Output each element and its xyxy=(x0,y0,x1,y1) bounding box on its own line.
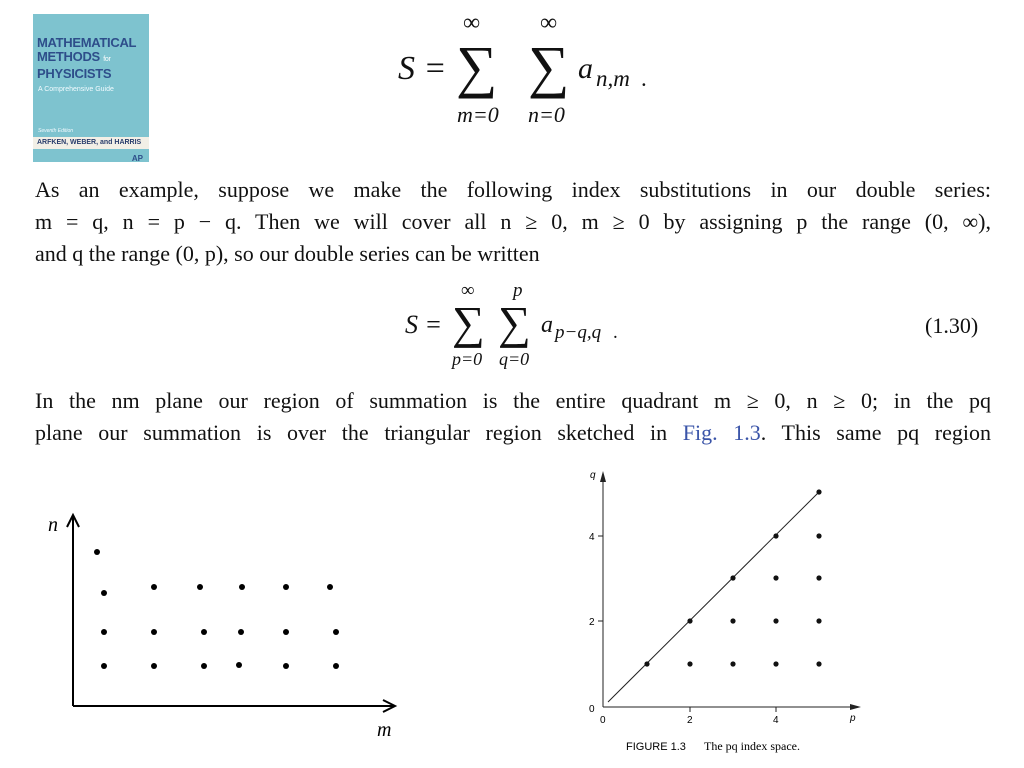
equation-2-sum2-sign: ∑ xyxy=(498,297,531,348)
pq-point xyxy=(773,618,778,623)
pq-point xyxy=(773,661,778,666)
equation-1-sum1-sign: ∑ xyxy=(456,34,498,99)
equation-2-sum1-lower: p=0 xyxy=(452,349,483,369)
y-tick-label-0: 0 xyxy=(589,704,595,715)
equation-2-sum1-upper: ∞ xyxy=(461,280,475,301)
paragraph-1-line-2: m = q, n = p − q. Then we will cover all n ≥ 0, m ≥ 0 by assigning p the range (0, ∞), xyxy=(35,209,991,234)
equation-1-sum2-upper: ∞ xyxy=(540,10,558,36)
equation-2-sum1-sign: ∑ xyxy=(452,297,485,348)
pq-point xyxy=(816,618,821,623)
pq-point xyxy=(687,661,692,666)
paragraph-2-line-2-start: plane our summation is over the triangular region sketched in xyxy=(35,420,668,445)
nm-point xyxy=(94,549,100,555)
pq-point xyxy=(730,618,735,623)
paragraph-2-line-1: In the nm plane our region of summation is the entire quadrant m ≥ 0, n ≥ 0; in the pq xyxy=(35,388,991,413)
diagonal-line-q-equals-p xyxy=(608,492,819,702)
paragraph-1-line-3: and q the range (0, p), so our double series can be written xyxy=(35,241,540,266)
pq-point xyxy=(773,575,778,580)
cover-title xyxy=(37,36,149,81)
cover-subtitle: A Comprehensive Guide xyxy=(38,86,114,93)
pq-point xyxy=(816,575,821,580)
figure-1-3-link[interactable]: Fig. 1.3 xyxy=(682,420,761,445)
equation-2-term: a xyxy=(541,312,553,338)
equation-2-lhs: S = xyxy=(405,310,443,339)
nm-point xyxy=(201,663,207,669)
equation-1-term-subscript: n,m xyxy=(596,66,630,91)
figure-1-3-pq-plot xyxy=(580,462,880,762)
nm-plane-plot xyxy=(40,505,410,750)
x-tick-label-0: 0 xyxy=(600,715,606,726)
nm-point xyxy=(327,584,333,590)
cover-title-line3: PHYSICISTS xyxy=(37,66,112,81)
cover-publisher-logo: AP xyxy=(131,154,143,162)
paragraph-2-line-2-end: . This same pq region xyxy=(760,420,992,445)
paragraph-1-line-1: As an example, suppose we make the following index substitutions in our double series: xyxy=(35,177,991,202)
equation-1-sum1-upper: ∞ xyxy=(463,10,481,36)
nm-point xyxy=(333,663,339,669)
cover-title-line2: METHODS xyxy=(37,49,100,64)
n-axis-label: n xyxy=(48,514,58,536)
equation-1-lhs: S = xyxy=(398,50,447,87)
pq-point xyxy=(816,533,821,538)
equation-1-period: . xyxy=(641,66,647,91)
pq-point xyxy=(730,661,735,666)
equation-2-period: . xyxy=(613,322,618,343)
equation-1-sum2-lower: n=0 xyxy=(528,102,565,127)
p-axis-arrow xyxy=(850,704,861,710)
nm-point xyxy=(236,662,242,668)
nm-point xyxy=(101,663,107,669)
pq-point xyxy=(773,533,778,538)
nm-point xyxy=(239,584,245,590)
nm-point xyxy=(151,584,157,590)
cover-edition: Seventh Edition xyxy=(38,128,74,134)
x-tick-label-2: 2 xyxy=(687,715,693,726)
q-axis-arrow xyxy=(600,471,606,482)
figure-1-3-caption-text: The pq index space. xyxy=(704,739,800,753)
nm-points xyxy=(94,549,339,669)
nm-point xyxy=(151,663,157,669)
equation-2-sum2-upper: p xyxy=(513,280,523,301)
cover-authors: ARFKEN, WEBER, and HARRIS xyxy=(37,139,142,146)
y-tick-label-4: 4 xyxy=(589,532,595,543)
cover-title-for: for xyxy=(103,56,111,63)
nm-point xyxy=(151,629,157,635)
equation-1-sum2-sign: ∑ xyxy=(528,34,570,99)
book-cover-image xyxy=(33,14,149,162)
nm-point xyxy=(283,629,289,635)
pq-point xyxy=(730,575,735,580)
m-axis-label: m xyxy=(377,719,392,741)
pq-point xyxy=(644,661,649,666)
paragraph-2-line-2 xyxy=(35,417,991,450)
p-axis-label: p xyxy=(850,713,856,724)
figure-1-3-caption-label: FIGURE 1.3 xyxy=(626,741,686,753)
nm-point xyxy=(283,584,289,590)
equation-1-sum1-lower: m=0 xyxy=(457,102,499,127)
y-tick-label-2: 2 xyxy=(589,617,595,628)
nm-point xyxy=(333,629,339,635)
pq-point xyxy=(816,661,821,666)
nm-point xyxy=(201,629,207,635)
nm-point xyxy=(197,584,203,590)
cover-title-line1: MATHEMATICAL xyxy=(37,35,137,50)
equation-1-term: a xyxy=(578,52,593,85)
equation-2-number: (1.30) xyxy=(925,313,979,338)
equation-2-sum2-lower: q=0 xyxy=(499,349,530,369)
equation-2-term-subscript: p−q,q xyxy=(555,322,602,343)
nm-point xyxy=(101,629,107,635)
q-axis-label: q xyxy=(590,470,596,481)
pq-point xyxy=(687,618,692,623)
pq-point xyxy=(816,489,821,494)
nm-point xyxy=(238,629,244,635)
nm-point xyxy=(101,590,107,596)
x-tick-label-4: 4 xyxy=(773,715,779,726)
nm-point xyxy=(283,663,289,669)
